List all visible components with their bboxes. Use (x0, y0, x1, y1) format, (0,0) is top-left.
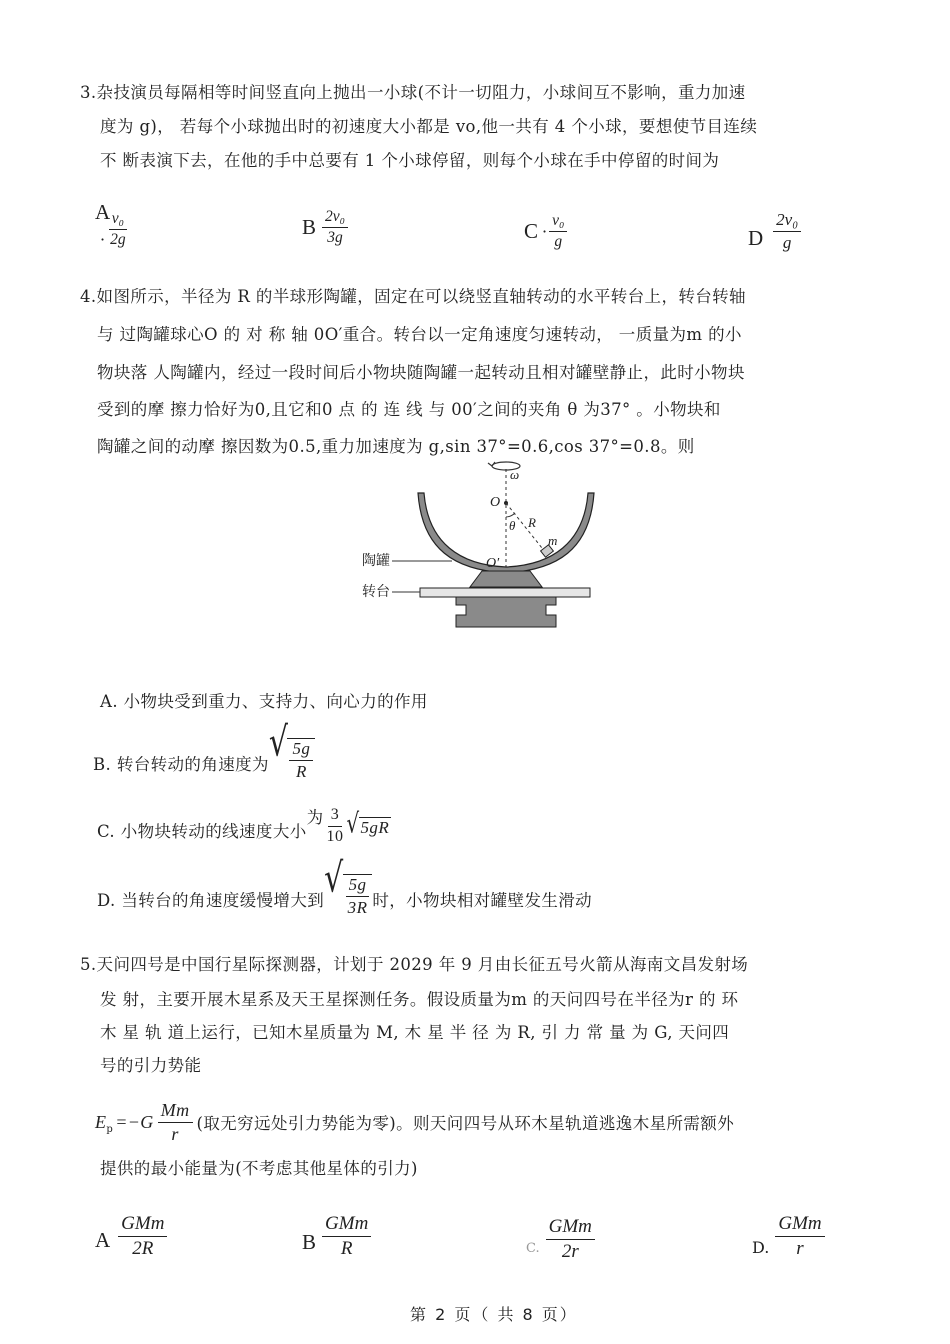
q4-line-4: 受到的摩 擦力恰好为0,且它和0 点 的 连 线 与 00′之间的夹角 θ 为37° 。小物块和 (97, 400, 721, 419)
q3-line-2: 度为 g)， 若每个小球抛出时的初速度大小都是 vo,他一共有 4 个小球，要想使节目连续 (100, 117, 758, 136)
q5-line-6: 提供的最小能量为(不考虑其他星体的引力) (100, 1159, 418, 1178)
turntable-stand (456, 597, 556, 627)
q4-option-a: A. 小物块受到重力、支持力、向心力的作用 (100, 692, 428, 711)
fig-omega-label: ω (510, 467, 520, 482)
page-footer: 第 2 页（ 共 8 页） (410, 1305, 578, 1324)
q4-line-1: 4.如图所示，半径为 R 的半球形陶罐，固定在可以绕竖直轴转动的水平转台上，转台转轴 (80, 287, 746, 306)
q3-option-c: C · $\frac{\text{v₀}}{g}$ (524, 212, 567, 251)
q3-option-a: A (95, 200, 111, 224)
fig-theta-label: θ (509, 518, 516, 533)
q5-formula-line: E p =−G $\frac{Mm}{r}$ (取无穷远处引力势能为零)。则天问四号从环木星轨道逃逸木星所需额外 (95, 1100, 735, 1144)
q5-option-d: D. $\frac{\text{GMm}}{r}$ (752, 1213, 825, 1260)
pot-turntable-figure (360, 455, 600, 635)
fig-m-label: m (548, 533, 558, 548)
q4-option-b: B. 转台转动的角速度为 √ $\frac{5g}{R}$ (93, 738, 315, 781)
fig-o-prime-label: O′ (486, 556, 500, 571)
q3-line-1: 3.杂技演员每隔相等时间竖直向上抛出一小球(不计一切阻力，小球间互不影响，重力加速 (80, 83, 746, 102)
turntable-plate (420, 588, 590, 597)
fig-r-label: R (528, 515, 536, 530)
q4-line-2: 与 过陶罐球心O 的 对 称 轴 0O′重合。转台以一定角速度匀速转动， 一质量为m 的小 (97, 325, 742, 344)
fig-o-label: O (490, 495, 501, 510)
q5-line-4: 号的引力势能 (100, 1056, 202, 1075)
q5-option-b: B $\frac{\text{GMm}}{R}$ (302, 1213, 371, 1260)
q4-option-d: D. 当转台的角速度缓慢增大到 √ $\frac{5g}{3R}$ 时，小物块相对罐壁发生滑动 (97, 854, 593, 917)
pot-base (470, 571, 542, 587)
q3-option-d: D $\frac{\text{2v₀}}{g}$ (748, 210, 801, 252)
q3-option-b: B $\frac{\text{2v₀}}{3g}$ (302, 208, 348, 247)
q3-line-3: 不 断表演下去，在他的手中总要有 1 个小球停留，则每个小球在手中停留的时间为 (100, 151, 720, 170)
fig-pot-label: 陶罐 (362, 553, 390, 569)
q4-line-3: 物块落 人陶罐内，经过一段时间后小物块随陶罐一起转动且相对罐壁静止，此时小物块 (97, 363, 745, 382)
q4-option-c: C. 小物块转动的线速度大小 为 $\frac{3}{10}$ √ 5gR (97, 806, 390, 845)
q5-line-3: 木 星 轨 道上运行，已知木星质量为 M, 木 星 半 径 为 R, 引 力 常 量 为 G, 天问四 (100, 1023, 730, 1042)
q5-option-a: A $\frac{\text{GMm}}{2R}$ (95, 1213, 167, 1260)
q5-line-1: 5.天问四号是中国行星际探测器，计划于 2029 年 9 月由长征五号火箭从海南文昌发射场 (80, 955, 749, 974)
q4-line-5: 陶罐之间的动摩 擦因数为0.5,重力加速度为 g,sin 37°=0.6,cos 37°=0.8。则 (97, 437, 695, 456)
q5-line-2: 发 射，主要开展木星系及天王星探测任务。假设质量为m 的天问四号在半径为r 的 环 (100, 990, 739, 1009)
theta-arc (506, 513, 515, 517)
fig-table-label: 转台 (362, 584, 390, 600)
q5-option-c: C. $\frac{\text{GMm}}{2r}$ (526, 1216, 595, 1263)
